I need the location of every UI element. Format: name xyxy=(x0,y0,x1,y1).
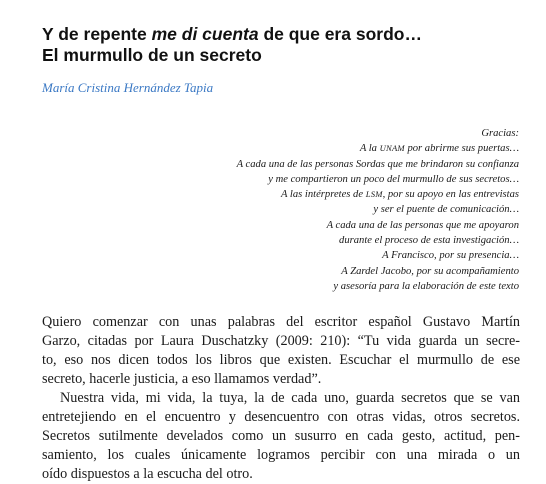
acknowledgment-line: y asesoría para la elaboración de este texto xyxy=(333,280,519,292)
body-line: to, eso nos dicen todos los libros que existen. Escuchar el murmullo de ese xyxy=(42,352,520,368)
body-text xyxy=(42,313,520,484)
body-line: Garzo, citadas por Laura Duschatzky (2009: 210): “Tu vida guarda un secre- xyxy=(42,333,520,349)
body-line: samiento, los cuales únicamente logramos percibir con una mirada o un xyxy=(42,447,520,463)
body-line: oído dispuestos a la escucha del otro. xyxy=(42,466,253,482)
acknowledgment-line xyxy=(39,187,519,202)
chapter-subtitle: El murmullo de un secreto xyxy=(42,45,262,65)
ack-text: A la xyxy=(359,143,380,155)
ack-text: A las intérpretes de xyxy=(280,189,366,201)
body-line: entretejiendo en el encuentro y desencuentro con otras vidas, otros secretos. xyxy=(42,409,520,425)
title-text-start: Y de repente xyxy=(42,24,152,44)
title-text-end: de que era sordo… xyxy=(258,24,422,44)
acknowledgments xyxy=(39,126,519,294)
chapter-title-line-1 xyxy=(42,24,522,45)
ack-text: , por su apoyo en las entrevistas xyxy=(382,189,519,201)
body-line: Nuestra vida, mi vida, la tuya, la de cada uno, guarda secretos que se van xyxy=(60,390,520,406)
acknowledgment-line: A Francisco, por su presencia… xyxy=(382,250,519,262)
body-line: secreto, hacerle justicia, a eso llamamos verdad”. xyxy=(42,371,322,387)
ack-abbreviation: UNAM xyxy=(379,143,405,154)
acknowledgment-line xyxy=(39,141,519,156)
acknowledgment-line: A cada una de las personas Sordas que me brindaron su confianza xyxy=(236,158,519,170)
ack-abbreviation: LSM xyxy=(365,189,383,200)
acknowledgment-line: durante el proceso de esta investigación… xyxy=(339,235,519,247)
acknowledgment-line: A cada una de las personas que me apoyaron xyxy=(326,219,519,231)
acknowledgment-line: A Zardel Jacobo, por su acompañamiento xyxy=(341,265,519,277)
body-line: Quiero comenzar con unas palabras del escritor español Gustavo Martín xyxy=(42,314,520,330)
title-italic-phrase: me di cuenta xyxy=(151,24,259,44)
acknowledgment-line: y me compartieron un poco del murmullo de sus secretos… xyxy=(268,173,519,185)
author-name: María Cristina Hernández Tapia xyxy=(42,80,214,95)
chapter-title xyxy=(42,24,522,66)
ack-text: por abrirme sus puertas… xyxy=(404,143,519,155)
acknowledgments-heading: Gracias: xyxy=(481,128,519,139)
acknowledgment-line: y ser el puente de comunicación… xyxy=(373,204,519,216)
body-line: Secretos sutilmente develados como un susurro en cada gesto, actitud, pen- xyxy=(42,428,520,444)
